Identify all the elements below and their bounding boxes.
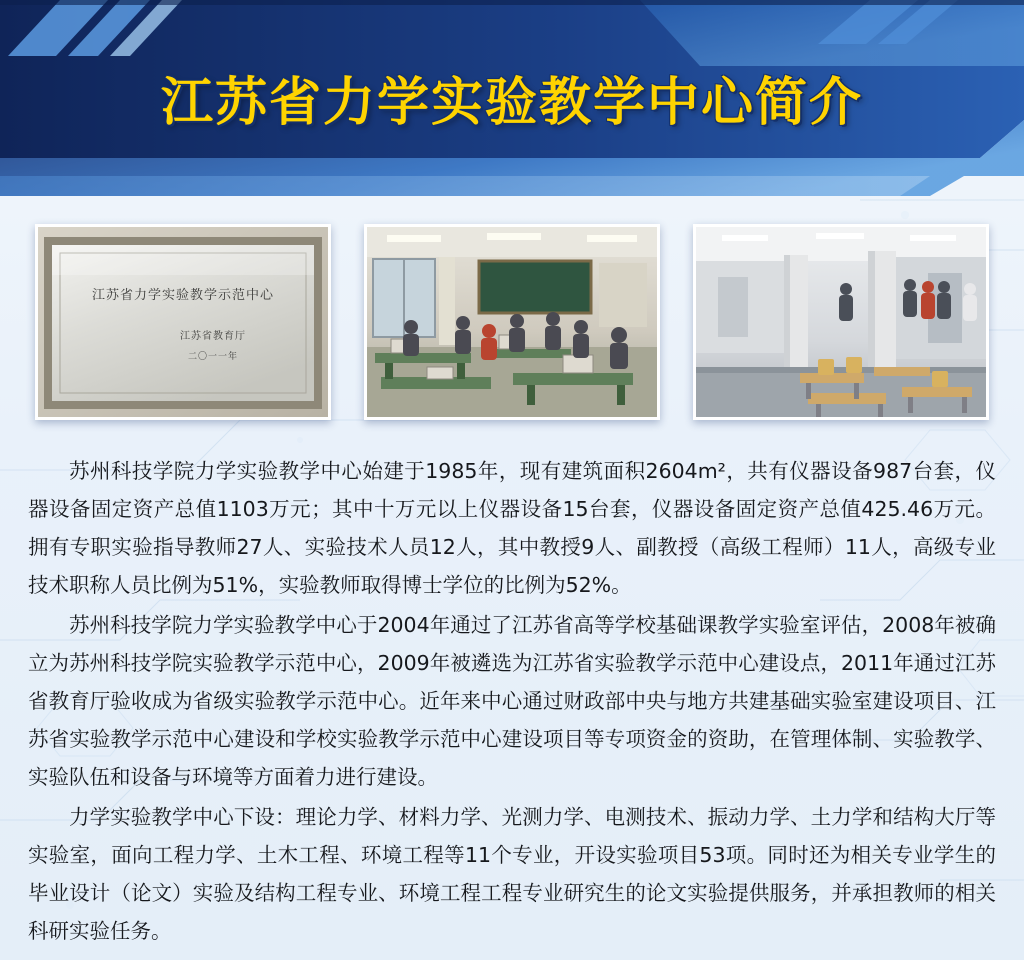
- svg-text:江苏省教育厅: 江苏省教育厅: [180, 331, 246, 342]
- paragraph-2: 苏州科技学院力学实验教学中心于2004年通过了江苏省高等学校基础课教学实验室评估，2008年被确立为苏州科技学院实验教学示范中心，2009年被遴选为江苏省实验教学示范中心建设点，2011年通过江苏省教育厅验收成为省级实验教学示范中心。近年来中心通过财政部中央与地方共建基础实验室建设项目、江苏省实验教学示范中心建设和学校实验教学示范中心建设项目等专项资金的资助，在管理体制、实验教学、实验队伍和设备与环境等方面着力进行建设。: [28, 613, 996, 789]
- article-body: [28, 452, 996, 952]
- svg-text:江苏省力学实验教学示范中心: 江苏省力学实验教学示范中心: [91, 288, 275, 303]
- paragraph-3: 力学实验教学中心下设：理论力学、材料力学、光测力学、电测技术、振动力学、土力学和结构大厅等实验室，面向工程力学、土木工程、环境工程等11个专业，开设实验项目53项。同时还为相关专业学生的毕业设计（论文）实验及结构工程专业、环境工程工程专业研究生的论文实验提供服务，并承担教师的相关科研实验任务。: [28, 805, 996, 943]
- paragraph-1: 苏州科技学院力学实验教学中心始建于1985年，现有建筑面积2604m²，共有仪器设备987台套，仪器设备固定资产总值1103万元；其中十万元以上仪器设备15台套，仪器设备固定资产总值425.46万元。拥有专职实验指导教师27人、实验技术人员12人，其中教授9人、副教授（高级工程师）11人，高级专业技术职称人员比例为51%，实验教师取得博士学位的比例为52%。: [28, 459, 996, 597]
- header-banner: [0, 0, 1024, 196]
- svg-text:二〇一一年: 二〇一一年: [187, 352, 239, 362]
- hall-lab-photo: [693, 224, 989, 420]
- plaque-photo: [35, 224, 331, 420]
- classroom-lab-photo: [364, 224, 660, 420]
- photo-row: [0, 224, 1024, 420]
- page-title: 江苏省力学实验教学中心简介: [160, 73, 863, 133]
